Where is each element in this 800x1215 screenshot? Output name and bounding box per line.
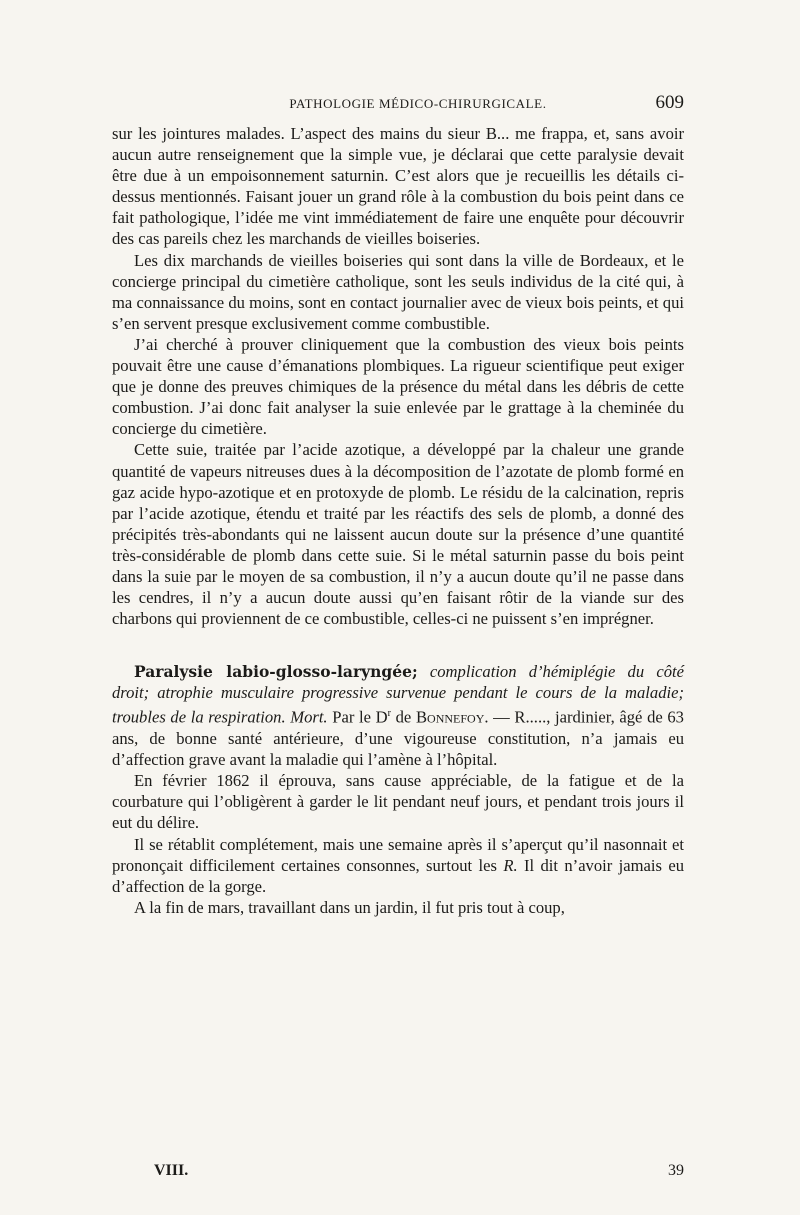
paragraph-wood-merchants: Les dix marchands de vieilles boiseries qui sont dans la ville de Bordeaux, et le concierge principal du cimetière catholique, sont les seuls individus de la cité qui, à ma connaissance du moins, sont en contact journalier avec de vieux bois peints, et qui s’en servent presque exclusivement comme combustible. [112,250,684,333]
case-intro: — R....., jardinier, âgé de 63 ans, de bonne santé antérieure, d’une vigoureuse constitution, n’a jamais eu d’affection grave avant la maladie qui l’amène à l’hôpital. [112,707,684,770]
running-title: PATHOLOGIE MÉDICO-CHIRURGICALE. [289,96,547,111]
case-opening-paragraph [112,661,684,770]
attribution-suffix: de [390,707,412,727]
case-heading: Paralysie labio-glosso-laryngée; [134,662,418,682]
author-name: Bonnefoy. [415,707,489,727]
page-number: 609 [655,92,684,113]
paragraph-clinical-proof: J’ai cherché à prouver cliniquement que la combustion des vieux bois peints pouvait être une cause d’émanations plombiques. La rigueur scientifique peut exiger que je donne des preuves chimiques de la présence du métal dans les débris de cette combustion. J’ai donc fait analyser la suie enlevée par le grattage à la cheminée du concierge du cimetière. [112,334,684,439]
paragraph-soot-analysis: Cette suie, traitée par l’acide azotique, a développé par la chaleur une grande quantité de vapeurs nitreuses dues à la décomposition de l’azotate de plomb formé en gaz acide hypo-azotique et en protoxyde de plomb. Le résidu de la calcination, repris par l’acide azotique, étendu et traité par les réactifs des sels de plomb, a donné des précipités très-abondants qui ne laissent aucun doute sur la présence d’une quantité très-considérable de plomb dans cette suie. Si le métal saturnin passe du bois peint dans la suie par le moyen de sa combustion, il n’y a aucun doute qu’il ne passe dans les cendres, il n’y a aucun doute aussi qu’en faisant rôtir de la viande sur des charbons qui proviennent de ce combustible, celles-ci ne puissent s’en imprégner. [112,440,684,629]
attribution-superscript: r [387,708,391,720]
sheet-number: 39 [668,1162,684,1179]
main-text [112,123,684,918]
paragraph-february: En février 1862 il éprouva, sans cause appréciable, de la fatigue et de la courbature qui l’obligèrent à garder le lit pendant neuf jours, et pendant trois jours il eut du délire. [112,771,684,833]
paragraph-march: A la fin de mars, travaillant dans un jardin, il fut pris tout à coup, [134,897,565,917]
section-divider [112,629,684,661]
page-footer [112,1162,684,1186]
paragraph-continuation: sur les jointures malades. L’aspect des mains du sieur B... me frappa, et, sans avoir aucun autre renseignement que la simple vue, je déclarai que cette paralysie devait être due à un empoisonnement saturnin. C’est alors que je recueillis les détails ci-dessus mentionnés. Faisant jouer un grand rôle à la combustion du bois peint dans ce fait pathologique, l’idée me vint immédiatement de faire une enquête pour découvrir des cas pareils chez les marchands de vieilles boiseries. [112,124,684,249]
attribution-prefix: Par le D [332,707,388,727]
running-head [112,92,684,116]
letter-r: R. [503,855,518,875]
signature-mark: VIII. [154,1162,189,1179]
recovery-text: Il se rétablit complétement, mais une semaine après il s’aperçut qu’il nasonnait et prononçait difficilement certaines consonnes, surtout les [112,834,684,875]
paragraph-recovery [112,834,684,897]
recovery-text-end: Il dit n’avoir jamais eu d’affection de la gorge. [112,855,684,896]
case-subtitle: complication d’hémiplégie du côté droit; atrophie musculaire progressive survenue pendant le cours de la maladie; troubles de la respiration. Mort. [112,662,684,727]
